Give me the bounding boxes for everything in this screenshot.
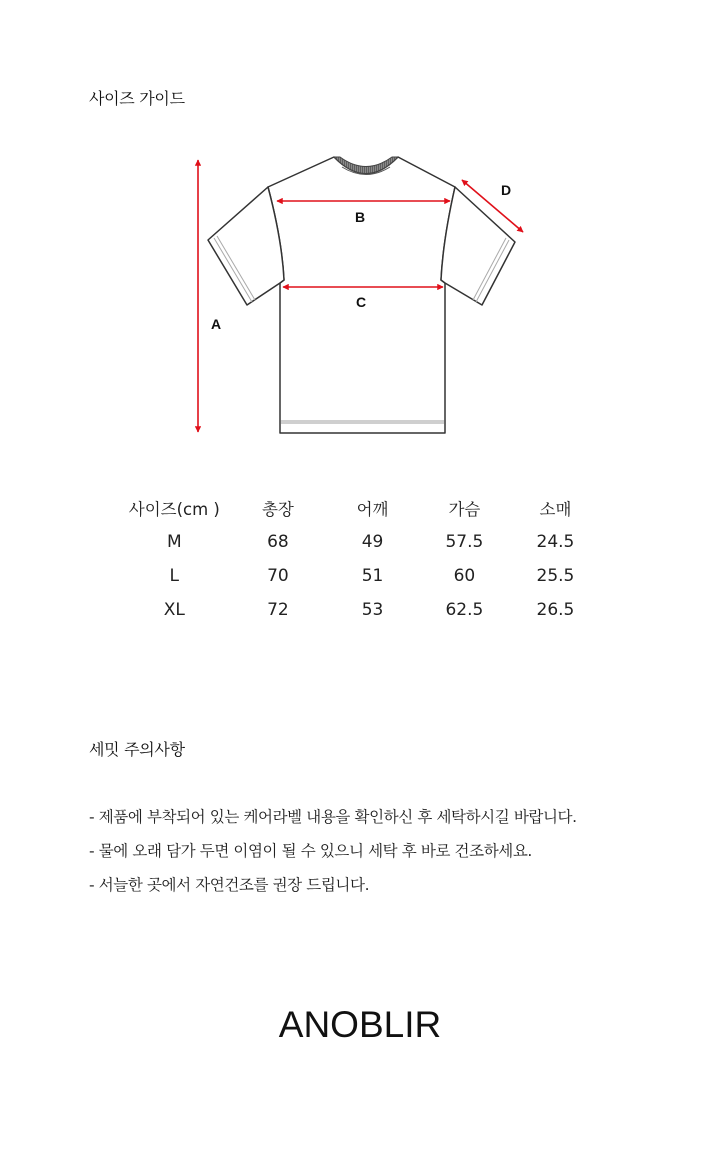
care-item: - 제품에 부착되어 있는 케어라벨 내용을 확인하신 후 세탁하시길 바랍니다. [89,808,577,826]
size-table [120,491,600,627]
header-chest: 가슴 [448,500,481,519]
cell-sleeve: 24.5 [536,532,575,552]
cell-shoulder: 51 [361,566,384,586]
header-size: 사이즈(cm ) [128,500,220,519]
label-a: A [211,316,222,332]
cell-size: L [169,566,180,586]
cell-shoulder: 53 [361,600,384,620]
cell-size: M [166,532,182,552]
cell-length: 72 [267,600,289,620]
header-length: 총장 [261,500,294,519]
cell-chest: 62.5 [445,600,484,620]
label-b: B [355,209,366,225]
table-header-row [120,491,600,525]
table-row [120,525,600,559]
cell-sleeve: 26.5 [536,600,575,620]
brand-logo: ANOBLIR [278,1004,442,1045]
header-shoulder: 어깨 [356,500,389,519]
care-title: 세밋 주의사항 [89,740,185,759]
cell-sleeve: 25.5 [536,566,575,586]
cell-chest: 60 [453,566,476,586]
label-c: C [356,294,367,310]
cell-shoulder: 49 [361,532,384,552]
cell-chest: 57.5 [445,532,484,552]
care-instructions-list [89,800,577,902]
care-item: - 물에 오래 담가 두면 이염이 될 수 있으니 세탁 후 바로 건조하세요. [89,842,532,860]
cell-size: XL [163,600,185,620]
table-row [120,593,600,627]
care-item: - 서늘한 곳에서 자연건조를 권장 드립니다. [89,876,370,894]
header-sleeve: 소매 [539,500,572,519]
table-row [120,559,600,593]
cell-length: 68 [267,532,289,552]
size-guide-title: 사이즈 가이드 [89,89,185,108]
tshirt-size-diagram [0,0,720,460]
cell-length: 70 [267,566,289,586]
label-d: D [501,182,512,198]
